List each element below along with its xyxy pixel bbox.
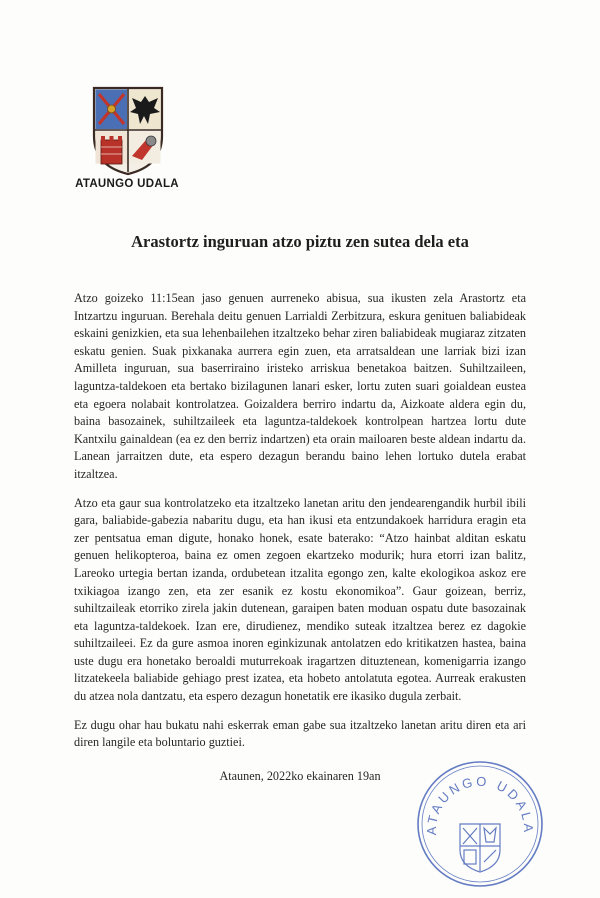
dateline: Atаunen, 2022ko ekainaren 19an [219, 769, 381, 783]
paragraph: Atzo goizeko 11:15ean jaso genuen aurreneko abisua, sua ikusten zela Arastortz eta Intzartzu inguruan. Berehala deitu genuen Larrialdi Zerbitzura, eskura genituen baliabideak eskaini genizkien, eta sua lehenbailehen itzaltzeko behar ziren baliabideak mugiaraz zitzaten eskatu genien. Suak pixkanaka aurrera egin zuen, eta arratsaldean une larriak bizi izan Amilleta inguruan, sua baserriraino iristeko arriskua benetakoa baitzen. Suhiltzaileen, laguntza-taldekoen eta bertako bizilagunen lanari esker, lortu zuten suari goialdean eustea eta egoera nolabait kontrolatzea. Goizaldera berriro indartu da, Aizkoate aldera egin du, baina basozainek, suhiltzaileek eta laguntza-taldekoek kontrolpean hartzea lortu dute Kantxilu gainaldean (ea ez den berriz indartzen) eta orain mailoaren beste aldean indartu da. Lanean jarraitzen dute, eta espero dezagun berandu baino lehen lortuko dutela erabat itzaltzea. [74, 291, 526, 481]
paragraph: Atzo eta gaur sua kontrolatzeko eta itzaltzeko lanetan aritu den jendearengandik hurbil ibili gara, baliabide-gabezia nabaritu dugu, eta han ikusi eta entzundakoek harridura eragin eta zer pentsatua eman digute, honako honek, esate baterako: “Atzo hainbat alditan eskatu genuen helikopteroa, baina ez omen zegoen ekartzeko modurik; hura etorri izan balitz, Lareoko urtegia bertan izanda, ordubetean itzalita egongo zen, kalte ekologikoa askoz ere txikiagoa izango zen, eta zer esanik ez kostu ekonomikoa”. Gaur goizean, berriz, suhiltzaileak etorriko zirela jakin dutenean, garaipen baten moduan ospatu dute basozainak eta laguntza-taldekoek. Izan ere, dirudienez, mendiko suteak itzaltzea berez ez dagokie suhiltzaileei. Ez da gure asmoa inoren eginkizunak antolatzen edo kritikatzen hastea, baina uste dugu era honetako beroaldi muturrekoak iragartzen dituztenean, komenigarria izango litzatekeela baliabide gehiago prest izatea, eta hobeto antolatuta egotea. Aurreak erakusten du atzea nola dantzatu, eta espero dezagun honetatik ere ikasiko dugula zerbait. [74, 495, 526, 704]
official-stamp [414, 758, 546, 890]
org-name: ATAUNGO UDALA [75, 178, 179, 190]
coat-of-arms-logo [88, 84, 168, 176]
paragraph: Ez dugu ohar hau bukatu nahi eskerrak eman gabe sua itzaltzeko lanetan aritu diren eta ari diren langile eta boluntario guztiei. [74, 717, 526, 750]
svg-text:ATAUNGO UDALA: ATAUNGO UDALA [423, 773, 537, 836]
document-body [74, 290, 526, 763]
document-title: Arastortz inguruan atzo piztu zen sutea dela eta [131, 232, 469, 251]
